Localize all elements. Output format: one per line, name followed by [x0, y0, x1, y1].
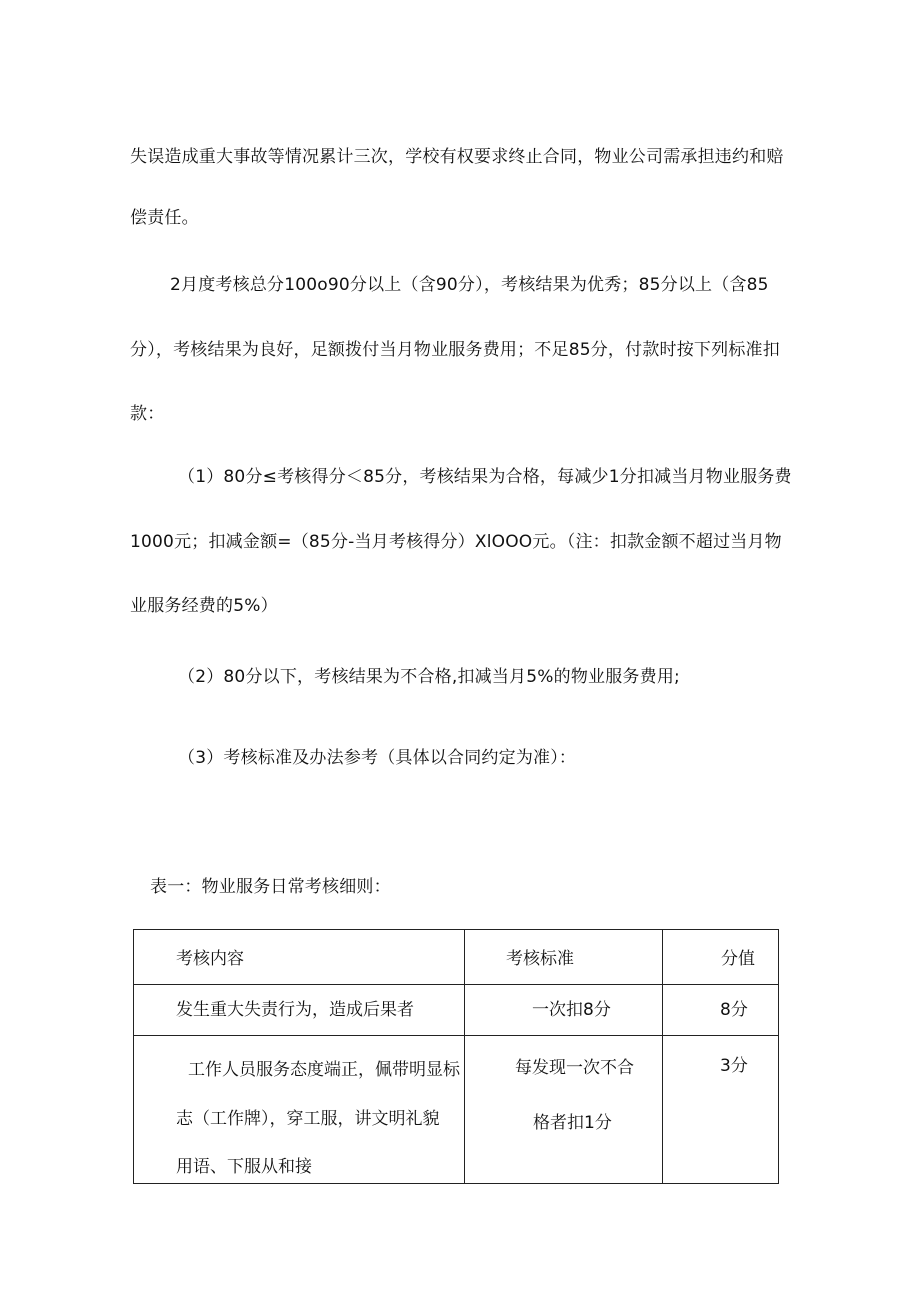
table-cell-content: 工作人员服务态度端正，佩带明显标 [188, 1060, 460, 1080]
table-cell-score: 8分 [720, 1000, 748, 1020]
table-cell-standard: 格者扣1分 [533, 1113, 612, 1133]
table-header-content: 考核内容 [176, 949, 244, 969]
table-row-divider [134, 984, 778, 985]
list-item-line: 业服务经费的5%） [130, 596, 278, 616]
list-item-line: （2）80分以下，考核结果为不合格,扣减当月5%的物业服务费用; [178, 667, 680, 687]
list-item-line: （1）80分≤考核得分＜85分，考核结果为合格，每减少1分扣减当月物业服务费 [178, 467, 792, 487]
list-item-line: 1000元；扣减金额=（85分-当月考核得分）XlOOO元。（注：扣款金额不超过当月物 [130, 532, 782, 552]
paragraph-line: 2月度考核总分100o90分以上（含90分），考核结果为优秀；85分以上（含85 [170, 275, 769, 295]
paragraph-line: 偿责任。 [130, 208, 199, 228]
table-row-divider [134, 1035, 778, 1036]
table-cell-content: 发生重大失责行为，造成后果者 [176, 1000, 414, 1020]
paragraph-line: 款： [130, 404, 165, 424]
table-caption: 表一：物业服务日常考核细则： [150, 877, 391, 897]
table-cell-score: 3分 [720, 1056, 748, 1076]
assessment-table [133, 929, 779, 1184]
table-column-divider [464, 930, 465, 1183]
table-column-divider [662, 930, 663, 1183]
table-cell-content: 志（工作牌），穿工服，讲文明礼貌 [176, 1109, 440, 1129]
table-cell-standard: 每发现一次不合 [515, 1058, 634, 1078]
paragraph-line: 失误造成重大事故等情况累计三次，学校有权要求终止合同，物业公司需承担违约和赔 [130, 147, 784, 167]
table-header-score: 分值 [721, 949, 755, 969]
list-item-line: （3）考核标准及办法参考（具体以合同约定为准）： [178, 748, 577, 768]
paragraph-line: 分），考核结果为良好，足额拨付当月物业服务费用；不足85分，付款时按下列标准扣 [130, 340, 780, 360]
table-cell-content: 用语、下服从和接 [176, 1157, 312, 1177]
table-header-standard: 考核标准 [506, 949, 574, 969]
table-cell-standard: 一次扣8分 [532, 1000, 611, 1020]
